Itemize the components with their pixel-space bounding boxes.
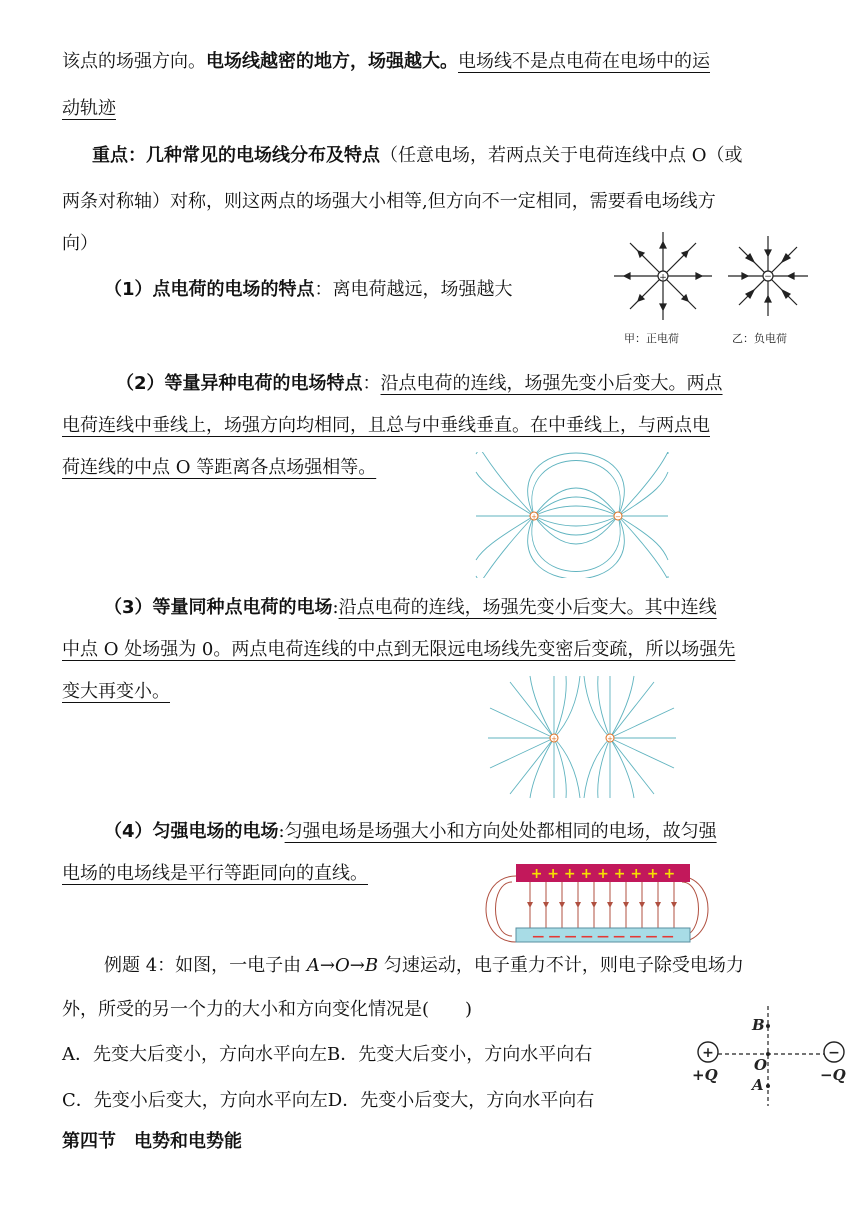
negative-charge-label: 乙：负电荷 bbox=[732, 332, 787, 345]
section-heading bbox=[62, 1124, 242, 1160]
svg-text:−: − bbox=[828, 1045, 840, 1061]
item3-underline-1: 沿点电荷的连线，场强先变小后变大。其中连线 bbox=[338, 597, 717, 618]
uniform-field-diagram bbox=[484, 862, 710, 952]
svg-text:+: + bbox=[531, 513, 537, 521]
intro-underline: 电场线不是点电荷在电场中的运 bbox=[458, 51, 710, 72]
figure-label-a: A bbox=[752, 1076, 764, 1094]
item4-heading: （4）匀强电场的电场 bbox=[104, 821, 279, 842]
item3-heading: （3）等量同种点电荷的电场 bbox=[104, 597, 333, 618]
positive-charge-label: 甲：正电荷 bbox=[624, 332, 679, 345]
like-charges-field-diagram bbox=[484, 674, 680, 800]
example-point-b: B bbox=[364, 955, 379, 976]
item2-colon: ： bbox=[362, 373, 381, 394]
item3-line-1 bbox=[104, 590, 717, 626]
item1-heading: （1）点电荷的电场的特点 bbox=[104, 279, 315, 300]
plate-positive-signs: + + + + + + + + + bbox=[530, 866, 676, 882]
intro-underline-2: 动轨迹 bbox=[62, 98, 116, 119]
item4-underline-1: 匀强电场是场强大小和方向处处都相同的电场，故匀强 bbox=[284, 821, 717, 842]
key-point-text-3: 向） bbox=[62, 233, 98, 254]
option-a: A．先变大后变小，方向水平向左 bbox=[62, 1044, 327, 1065]
svg-text:+: + bbox=[659, 273, 667, 283]
figure-label-plus-q: +Q bbox=[692, 1066, 718, 1084]
item2-underline-3: 荷连线的中点 O 等距离各点场强相等。 bbox=[62, 457, 377, 478]
item4-line-1 bbox=[104, 814, 717, 850]
svg-text:+: + bbox=[607, 735, 613, 743]
item2-line-3 bbox=[62, 450, 376, 486]
intro-text: 该点的场强方向。 bbox=[62, 51, 206, 72]
svg-text:+: + bbox=[551, 735, 557, 743]
key-point-line-2 bbox=[62, 184, 716, 220]
item1-text: ：离电荷越远，场强越大 bbox=[314, 279, 513, 300]
svg-text:−: − bbox=[615, 513, 621, 521]
positive-charge-diagram bbox=[614, 232, 712, 320]
key-point-line-3 bbox=[62, 226, 98, 262]
example-line-2 bbox=[62, 992, 472, 1028]
key-point-text-2: 两条对称轴）对称，则这两点的场强大小相等,但方向不一定相同，需要看电场线方 bbox=[62, 191, 716, 212]
option-c: C．先变小后变大，方向水平向左 bbox=[62, 1090, 328, 1111]
item2-line-1 bbox=[116, 366, 723, 402]
example-text: 匀速运动，电子重力不计，则电子除受电场力 bbox=[378, 955, 744, 976]
figure-label-b: B bbox=[752, 1016, 765, 1034]
item3-underline-3: 变大再变小。 bbox=[62, 681, 170, 702]
key-point-heading: 重点：几种常见的电场线分布及特点 bbox=[92, 145, 380, 166]
example-figure bbox=[690, 1000, 860, 1110]
plate-negative-signs: — — — — — — — — — bbox=[532, 929, 674, 943]
section-title: 第四节 电势和电势能 bbox=[62, 1131, 242, 1152]
example-options-cd bbox=[62, 1083, 594, 1119]
item3-underline-2: 中点 O 处场强为 0。两点电荷连线的中点到无限远电场线先变密后变疏，所以场强先 bbox=[62, 639, 736, 660]
item2-heading: （2）等量异种电荷的电场特点 bbox=[116, 373, 363, 394]
example-point-a: A bbox=[306, 955, 320, 976]
key-point-text: （任意电场，若两点关于电荷连线中点 O（或 bbox=[380, 145, 743, 166]
svg-text:−: − bbox=[764, 272, 772, 282]
arrow-icon: → bbox=[349, 955, 365, 976]
intro-bold: 电场线越密的地方，场强越大。 bbox=[206, 51, 458, 72]
point-charge-figure bbox=[608, 228, 808, 348]
item3-line-3 bbox=[62, 674, 170, 710]
option-b: B．先变大后变小，方向水平向右 bbox=[327, 1044, 593, 1065]
intro-line-1 bbox=[62, 44, 710, 80]
item3-colon: : bbox=[332, 597, 339, 618]
example-label: 例题 4：如图，一电子由 bbox=[104, 955, 307, 976]
example-line-1 bbox=[104, 948, 744, 984]
item4-colon: : bbox=[278, 821, 285, 842]
key-point-line-1 bbox=[92, 138, 742, 174]
item1-line bbox=[104, 272, 513, 308]
item4-underline-2: 电场的电场线是平行等距同向的直线。 bbox=[62, 863, 368, 884]
intro-line-2 bbox=[62, 91, 116, 127]
item2-underline-1: 沿点电荷的连线，场强先变小后变大。两点 bbox=[380, 373, 723, 394]
example-point-o: O bbox=[335, 955, 350, 976]
figure-label-minus-q: −Q bbox=[820, 1066, 846, 1084]
svg-text:+: + bbox=[702, 1045, 714, 1061]
example-question: 外，所受的另一个力的大小和方向变化情况是( ) bbox=[62, 999, 473, 1020]
option-d: D．先变小后变大，方向水平向右 bbox=[327, 1090, 595, 1111]
negative-charge-diagram bbox=[728, 236, 808, 316]
item2-underline-2: 电荷连线中垂线上，场强方向均相同，且总与中垂线垂直。在中垂线上，与两点电 bbox=[62, 415, 710, 436]
item3-line-2 bbox=[62, 632, 735, 668]
opposite-charges-field-diagram bbox=[474, 452, 670, 578]
arrow-icon: → bbox=[319, 955, 335, 976]
figure-label-o: O bbox=[754, 1056, 768, 1074]
item2-line-2 bbox=[62, 408, 710, 444]
example-options-ab bbox=[62, 1037, 592, 1073]
item4-line-2 bbox=[62, 856, 368, 892]
